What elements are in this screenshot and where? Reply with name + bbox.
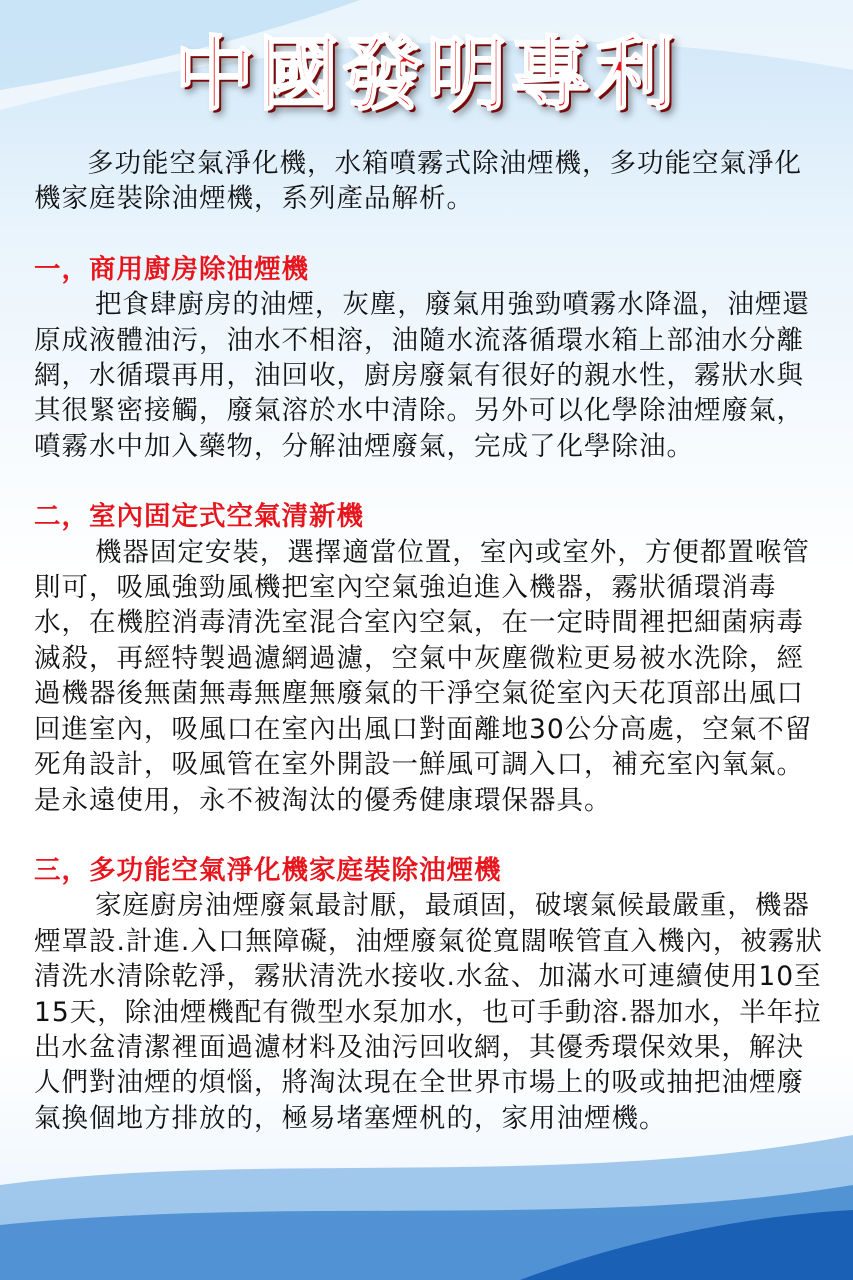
- section-commercial-kitchen: [34, 252, 824, 464]
- section-body: 把食肆廚房的油煙，灰塵，廢氣用強勁噴霧水降溫，油煙還原成液體油污，油水不相溶，油隨水流落循環水箱上部油水分離網，水循環再用，油回收，廚房廢氣有很好的親水性，霧狀水與其很緊密接觸，廢氣溶於水中清除。另外可以化學除油煙廢氣，噴霧水中加入藥物，分解油煙廢氣，完成了化學除油。: [34, 289, 810, 462]
- section-body: 機器固定安裝，選擇適當位置，室內或室外，方便都置喉管則可，吸風強勁風機把室內空氣強迫進入機器，霧狀循環消毒水，在機腔消毒清洗室混合室內空氣，在一定時間裡把細菌病毒滅殺，再經特製過濾網過濾，空氣中灰塵微粒更易被水洗除，經過機器後無菌無毒無塵無廢氣的干淨空氣從室內天花頂部出風口回進室內，吸風口在室內出風口對面離地30公分高處，空氣不留死角設計，吸風管在室外開設一鮮風可調入口，補充室內氧氣。是永遠使用，永不被淘汰的優秀健康環保器具。: [34, 536, 813, 816]
- section-heading: 一，商用廚房除油煙機: [34, 253, 309, 285]
- poster-content: [34, 146, 824, 1136]
- section-heading: 三，多功能空氣淨化機家庭裝除油煙機: [34, 854, 502, 886]
- section-heading: 二，室內固定式空氣清新機: [34, 501, 364, 533]
- section-home-range-hood: [34, 853, 824, 1136]
- intro-paragraph: 多功能空氣淨化機，水箱噴霧式除油煙機，多功能空氣淨化機家庭裝除油煙機，系列產品解析。: [34, 148, 802, 215]
- poster-title: 中國發明專利: [174, 27, 679, 121]
- section-body: 家庭廚房油煙廢氣最討厭，最頑固，破壞氣候最嚴重，機器煙罩設.計進.入口無障礙，油煙廢氣從寬闊喉管直入機內，被霧狀清洗水清除乾淨，霧狀清洗水接收.水盆、加滿水可連續使用10至15天，除油煙機配有微型水泵加水，也可手動溶.器加水，半年拉出水盆清潔裡面過濾材料及油污回收網，其優秀環保效果，解決人們對油煙的煩惱，將淘汰現在全世界市場上的吸或抽把油煙廢氣換個地方排放的，極易堵塞煙杋的，家用油煙機。: [34, 890, 823, 1134]
- section-indoor-air-purifier: [34, 499, 824, 818]
